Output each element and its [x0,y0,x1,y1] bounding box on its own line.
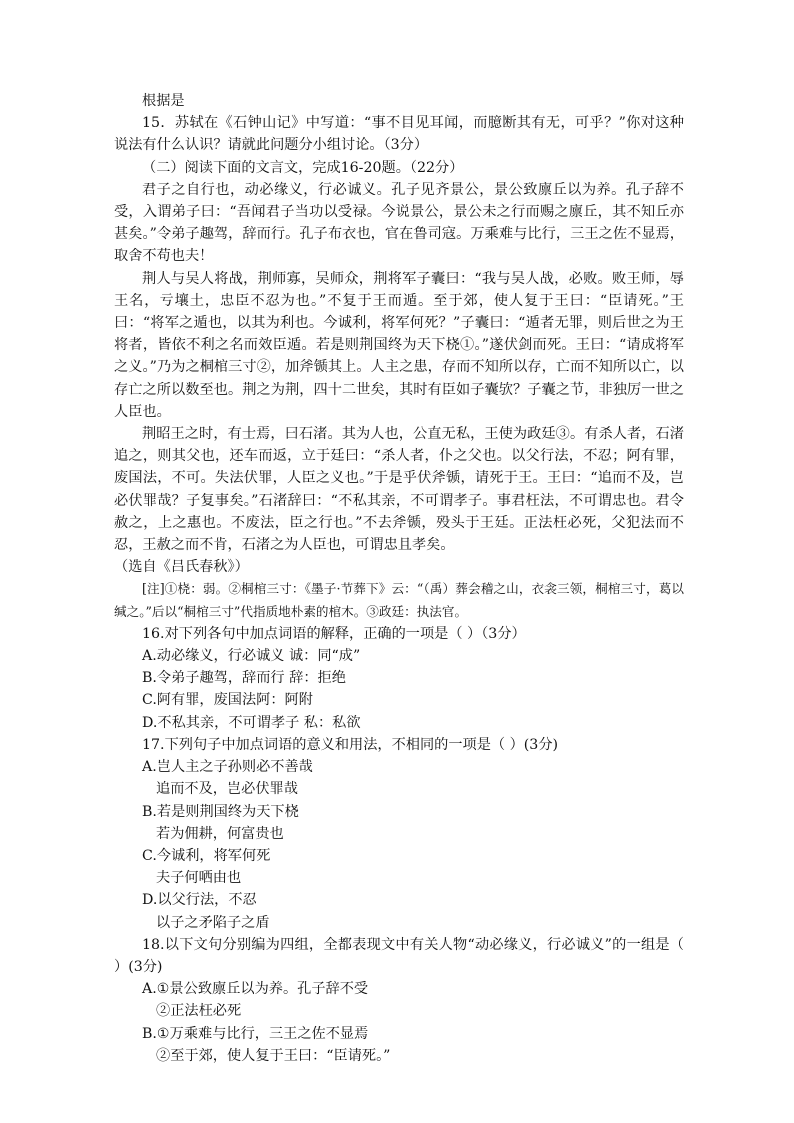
question-16-option-c: C.阿有罪，废国法阿：阿附 [142,692,313,709]
question-18-option-b-line-2: ②至于郊，使人复于王曰：“臣请死。” [156,1047,391,1064]
question-17-option-a-line-2: 追而不及，岂必伏罪哉 [156,781,298,798]
question-17-option-b-line-2: 若为佣耕，何富贵也 [156,825,284,842]
question-15: 15．苏轼在《石钟山记》中写道：“事不目见耳闻，而臆断其有无，可乎？”你对这种说法有什么认识？请就此问题分小组讨论。（3分） [114,115,684,154]
passage-paragraph-2: 荆人与吴人将战，荆师寡，吴师众，荆将军子囊曰：“我与吴人战，必败。败王师，辱王名，亏壤土，忠臣不忍为也。”不复于王而遁。至于郊，使人复于王曰：“臣请死。”王曰：“将军之遁也，以其为利也。今诚利，将军何死？”子囊曰：“遁者无罪，则后世之为王将者，皆依不利之名而效臣遁。若是则荆国终为天下桡①。”遂伏剑而死。王曰：“请成将军之义。”乃为之桐棺三寸②，加斧锧其上。人主之患，存而不知所以存，亡而不知所以亡，以存亡之所以数至也。荆之为荆，四十二世矣，其时有臣如子囊欤？子囊之节，非独厉一世之人臣也。 [114,270,684,420]
passage-notes: [注]①桡：弱。②桐棺三寸：《墨子·节葬下》云：“（禹）葬会稽之山，衣衾三领，桐棺三寸，葛以缄之。”后以“桐棺三寸”代指质地朴素的棺木。③政廷：执法官。 [114,581,684,619]
question-17-option-c-line-2: 夫子何哂由也 [156,870,242,887]
question-17-option-a-line-1: A.岂人主之子孙则必不善哉 [142,759,313,776]
question-18-option-a-line-1: A.①景公致廪丘以为养。孔子辞不受 [142,981,369,998]
passage-paragraph-3: 荆昭王之时，有士焉，曰石渚。其为人也，公直无私，王使为政廷③。有杀人者，石渚追之，则其父也，还车而返，立于廷曰：“杀人者，仆之父也。以父行法，不忍；阿有罪，废国法，不可。失法伏罪，人臣之义也。”于是乎伏斧锧，请死于王。王曰：“追而不及，岂必伏罪哉？子复事矣。”石渚辞曰：“不私其亲，不可谓孝子。事君枉法，不可谓忠也。君令赦之，上之惠也。不废法，臣之行也。”不去斧锧，殁头于王廷。正法枉必死，父犯法而不忍，王赦之而不肯，石渚之为人臣也，可谓忠且孝矣。 [114,426,684,554]
question-16-option-b: B.令弟子趣驾，辞而行 辞：拒绝 [142,670,346,687]
question-18-stem: 18.以下文句分别编为四组，全都表现文中有关人物“动必缘义，行必诚义”的一组是（ ）(3分) [114,936,684,975]
document-page [114,90,684,1067]
question-16-option-d: D.不私其亲，不可谓孝子 私：私欲 [142,714,361,731]
question-17-option-c-line-1: C.今诚利，将军何死 [142,847,271,864]
question-18-option-b-line-1: B.①万乘难与比行，三王之佐不显焉 [142,1025,369,1042]
section-heading-classical-text: （二）阅读下面的文言文，完成16-20题。（22分） [142,159,464,176]
question-17-option-d-line-1: D.以父行法，不忍 [142,892,257,909]
question-17-stem: 17.下列句子中加点词语的意义和用法，不相同的一项是（ ）(3分) [142,736,559,753]
question-17-option-d-line-2: 以子之矛陷子之盾 [156,914,270,931]
answer-basis-line: 根据是 [142,93,185,109]
passage-paragraph-1: 君子之自行也，动必缘义，行必诚义。孔子见齐景公，景公致廪丘以为养。孔子辞不受，入谓弟子曰：“吾闻君子当功以受禄。今说景公，景公未之行而赐之廪丘，其不知丘亦甚矣。”令弟子趣驾，辞而行。孔子布衣也，官在鲁司寇。万乘难与比行，三王之佐不显焉，取舍不苟也夫！ [114,181,684,265]
passage-source: （选自《吕氏春秋》） [114,559,249,576]
question-17-option-b-line-1: B.若是则荆国终为天下桡 [142,803,299,820]
question-16-stem: 16.对下列各句中加点词语的解释，正确的一项是（ ）（3分） [142,625,526,642]
question-18-option-a-line-2: ②正法枉必死 [156,1003,242,1020]
question-16-option-a: A.动必缘义，行必诚义 诚：同“成” [142,648,361,665]
